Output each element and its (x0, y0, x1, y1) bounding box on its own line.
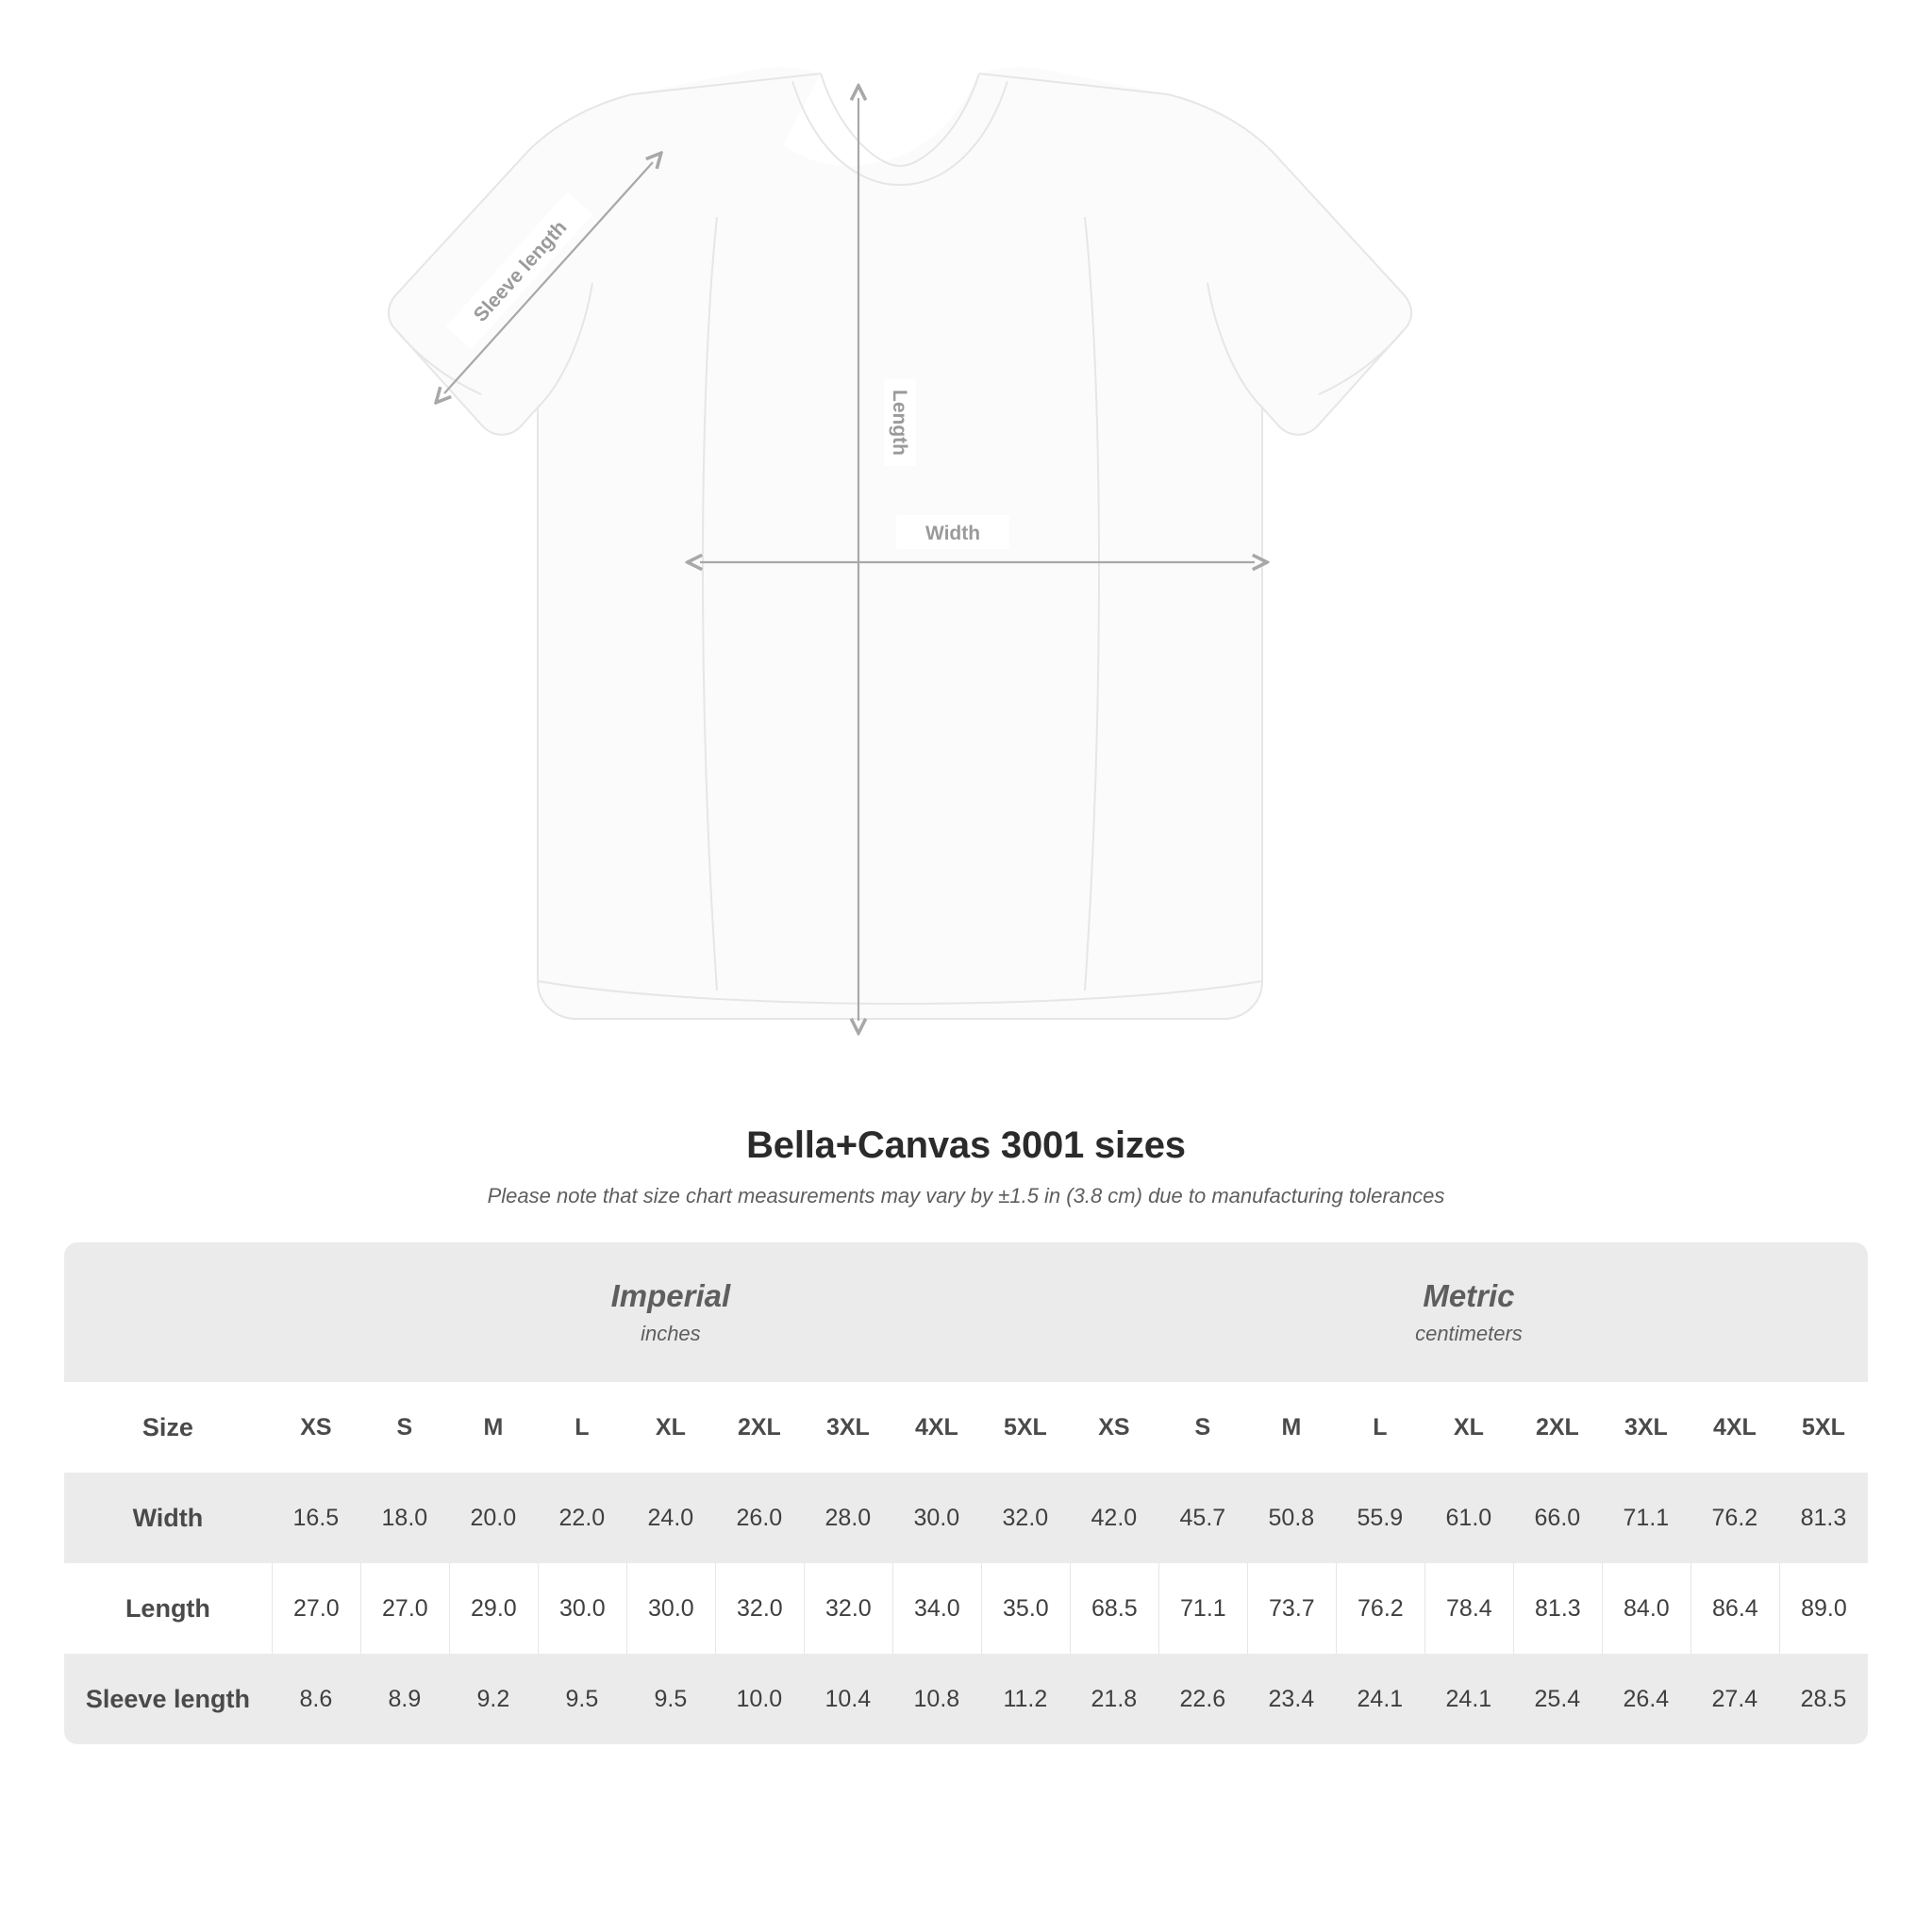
sleeve-imperial-5xl: 11.2 (981, 1654, 1070, 1744)
sleeve-imperial-4xl: 10.8 (892, 1654, 981, 1744)
system-metric-name: Metric (1423, 1278, 1515, 1314)
size-header-metric-2xl: 2XL (1513, 1382, 1602, 1473)
sleeve-metric-xl: 24.1 (1424, 1654, 1513, 1744)
sleeve-imperial-s: 8.9 (360, 1654, 449, 1744)
sleeve-imperial-xs: 8.6 (272, 1654, 360, 1744)
width-imperial-xs: 16.5 (272, 1473, 360, 1563)
size-header-metric-5xl: 5XL (1779, 1382, 1868, 1473)
width-imperial-xl: 24.0 (626, 1473, 715, 1563)
row-label-sleeve-length: Sleeve length (64, 1654, 272, 1744)
size-header-metric-l: L (1336, 1382, 1424, 1473)
width-label: Width (924, 523, 981, 544)
length-metric-l: 76.2 (1336, 1563, 1424, 1654)
sleeve-metric-m: 23.4 (1247, 1654, 1336, 1744)
sleeve-metric-l: 24.1 (1336, 1654, 1424, 1744)
size-header-metric-4xl: 4XL (1690, 1382, 1779, 1473)
width-imperial-s: 18.0 (360, 1473, 449, 1563)
width-imperial-l: 22.0 (538, 1473, 626, 1563)
length-imperial-s: 27.0 (360, 1563, 449, 1654)
system-metric-cell (1070, 1242, 1868, 1382)
sleeve-metric-xs: 21.8 (1070, 1654, 1158, 1744)
sleeve-metric-s: 22.6 (1158, 1654, 1247, 1744)
system-imperial-unit: inches (641, 1321, 701, 1345)
tolerance-note: Please note that size chart measurements may vary by ±1.5 in (3.8 cm) due to manufacturing tolerances (487, 1184, 1445, 1208)
system-corner-cell (64, 1242, 272, 1382)
sleeve-metric-5xl: 28.5 (1779, 1654, 1868, 1744)
length-imperial-m: 29.0 (449, 1563, 538, 1654)
size-header-metric-m: M (1247, 1382, 1336, 1473)
length-imperial-5xl: 35.0 (981, 1563, 1070, 1654)
size-header-metric-s: S (1158, 1382, 1247, 1473)
table-row (64, 1654, 1868, 1744)
width-imperial-m: 20.0 (449, 1473, 538, 1563)
size-header-imperial-s: S (360, 1382, 449, 1473)
sleeve-imperial-m: 9.2 (449, 1654, 538, 1744)
sleeve-imperial-l: 9.5 (538, 1654, 626, 1744)
system-imperial-name: Imperial (610, 1278, 731, 1314)
size-header-imperial-xl: XL (626, 1382, 715, 1473)
row-label-length: Length (64, 1563, 272, 1654)
length-imperial-4xl: 34.0 (892, 1563, 981, 1654)
width-metric-xs: 42.0 (1070, 1473, 1158, 1563)
length-imperial-3xl: 32.0 (804, 1563, 892, 1654)
sleeve-imperial-3xl: 10.4 (804, 1654, 892, 1744)
width-imperial-5xl: 32.0 (981, 1473, 1070, 1563)
width-imperial-4xl: 30.0 (892, 1473, 981, 1563)
length-metric-3xl: 84.0 (1602, 1563, 1690, 1654)
size-header-imperial-2xl: 2XL (715, 1382, 804, 1473)
size-table (64, 1242, 1868, 1744)
length-metric-5xl: 89.0 (1779, 1563, 1868, 1654)
width-imperial-2xl: 26.0 (715, 1473, 804, 1563)
length-metric-xs: 68.5 (1070, 1563, 1158, 1654)
size-header-metric-xl: XL (1424, 1382, 1513, 1473)
size-table-wrapper (64, 1242, 1868, 1744)
table-row (64, 1563, 1868, 1654)
sleeve-length-label: Sleeve length (469, 216, 572, 326)
width-metric-5xl: 81.3 (1779, 1473, 1868, 1563)
sleeve-metric-4xl: 27.4 (1690, 1654, 1779, 1744)
row-label-width: Width (64, 1473, 272, 1563)
width-metric-xl: 61.0 (1424, 1473, 1513, 1563)
length-imperial-xs: 27.0 (272, 1563, 360, 1654)
system-header-row (64, 1242, 1868, 1382)
length-metric-2xl: 81.3 (1513, 1563, 1602, 1654)
length-metric-xl: 78.4 (1424, 1563, 1513, 1654)
size-header-imperial-m: M (449, 1382, 538, 1473)
size-header-row (64, 1382, 1868, 1473)
size-header-imperial-3xl: 3XL (804, 1382, 892, 1473)
size-header-imperial-l: L (538, 1382, 626, 1473)
width-metric-m: 50.8 (1247, 1473, 1336, 1563)
size-header-imperial-5xl: 5XL (981, 1382, 1070, 1473)
sleeve-imperial-2xl: 10.0 (715, 1654, 804, 1744)
sleeve-imperial-xl: 9.5 (626, 1654, 715, 1744)
length-imperial-l: 30.0 (538, 1563, 626, 1654)
width-metric-2xl: 66.0 (1513, 1473, 1602, 1563)
length-metric-m: 73.7 (1247, 1563, 1336, 1654)
size-header-metric-xs: XS (1070, 1382, 1158, 1473)
length-metric-s: 71.1 (1158, 1563, 1247, 1654)
page-title: Bella+Canvas 3001 sizes (746, 1124, 1186, 1166)
width-imperial-3xl: 28.0 (804, 1473, 892, 1563)
width-metric-l: 55.9 (1336, 1473, 1424, 1563)
size-header-imperial-4xl: 4XL (892, 1382, 981, 1473)
width-metric-s: 45.7 (1158, 1473, 1247, 1563)
chart-heading (0, 1124, 1932, 1208)
sleeve-metric-2xl: 25.4 (1513, 1654, 1602, 1744)
length-imperial-2xl: 32.0 (715, 1563, 804, 1654)
size-header-imperial-xs: XS (272, 1382, 360, 1473)
size-header-metric-3xl: 3XL (1602, 1382, 1690, 1473)
table-row (64, 1473, 1868, 1563)
width-metric-3xl: 71.1 (1602, 1473, 1690, 1563)
sleeve-metric-3xl: 26.4 (1602, 1654, 1690, 1744)
length-label: Length (889, 390, 910, 456)
system-metric-unit: centimeters (1415, 1321, 1523, 1345)
width-metric-4xl: 76.2 (1690, 1473, 1779, 1563)
size-corner-label: Size (64, 1382, 272, 1473)
length-imperial-xl: 30.0 (626, 1563, 715, 1654)
system-imperial-cell (272, 1242, 1070, 1382)
length-metric-4xl: 86.4 (1690, 1563, 1779, 1654)
